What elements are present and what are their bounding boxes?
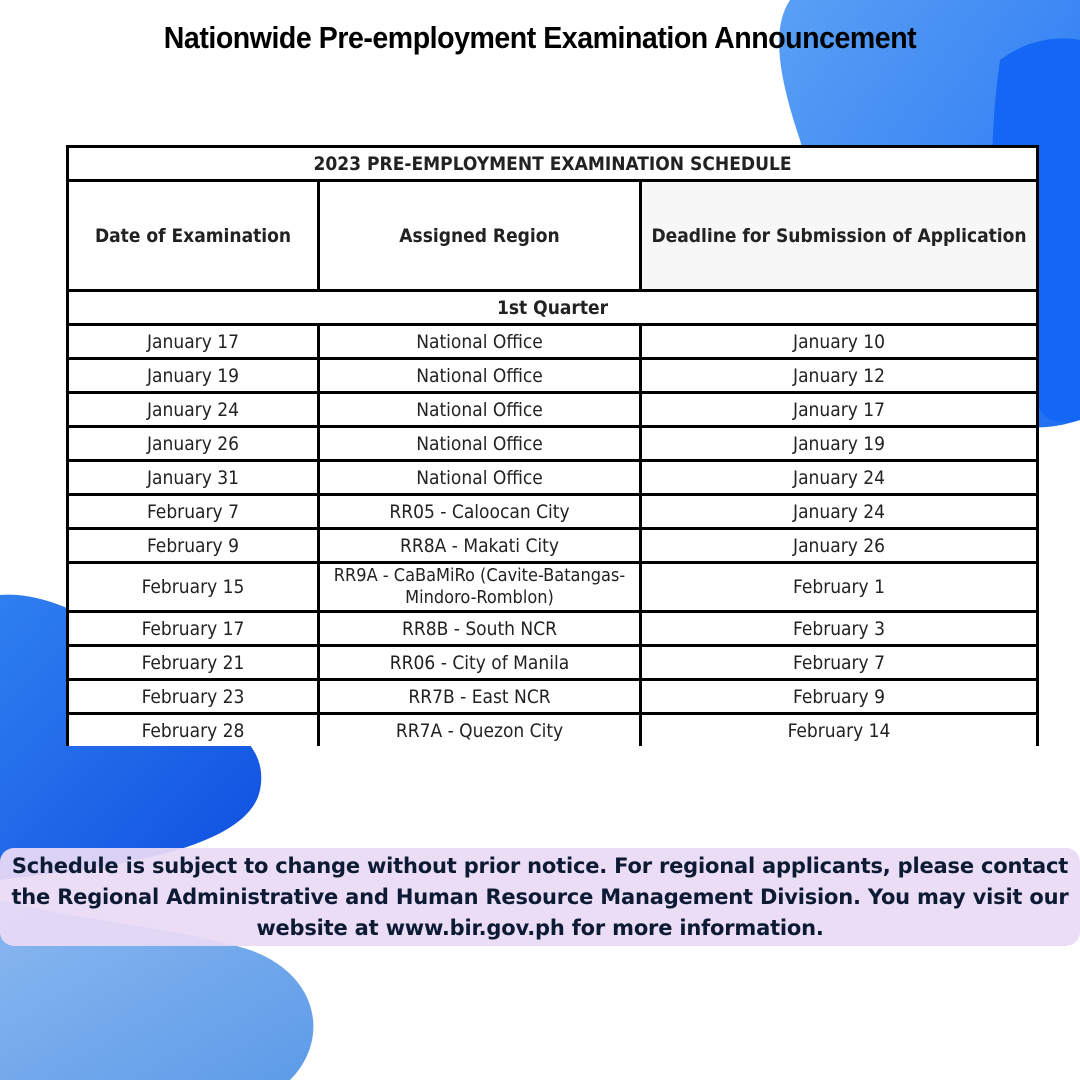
deadline-cell: January 10 [641, 325, 1038, 359]
deadline-cell: February 14 [641, 714, 1038, 747]
assigned-region-cell: National Office [319, 427, 641, 461]
exam-date-cell: February 17 [68, 612, 319, 646]
assigned-region-cell: RR7B - East NCR [319, 680, 641, 714]
assigned-region-cell: RR9A - CaBaMiRo (Cavite-Batangas-Mindoro-Romblon) [319, 563, 641, 612]
exam-date-cell: February 28 [68, 714, 319, 747]
table-row [68, 495, 1038, 529]
exam-date-cell: February 7 [68, 495, 319, 529]
exam-date-cell: February 21 [68, 646, 319, 680]
deadline-cell: February 9 [641, 680, 1038, 714]
assigned-region-cell: National Office [319, 461, 641, 495]
deadline-cell: January 26 [641, 529, 1038, 563]
assigned-region-cell: National Office [319, 359, 641, 393]
schedule-table [66, 145, 1039, 746]
column-header-region: Assigned Region [319, 181, 641, 291]
column-header-deadline: Deadline for Submission of Application [641, 181, 1038, 291]
deadline-cell: January 17 [641, 393, 1038, 427]
exam-date-cell: January 17 [68, 325, 319, 359]
exam-date-cell: February 23 [68, 680, 319, 714]
assigned-region-cell: National Office [319, 325, 641, 359]
exam-date-cell: January 19 [68, 359, 319, 393]
deadline-cell: January 12 [641, 359, 1038, 393]
assigned-region-cell: RR8A - Makati City [319, 529, 641, 563]
deadline-cell: January 24 [641, 461, 1038, 495]
table-row [68, 646, 1038, 680]
quarter-label: 1st Quarter [68, 291, 1038, 325]
notice-text: Schedule is subject to change without prior notice. For regional applicants, please contact the Regional Administrative and Human Resource Management Division. You may visit our website at www.bir.gov.ph for more information. [11, 853, 1069, 940]
assigned-region-cell: RR8B - South NCR [319, 612, 641, 646]
schedule-table-container [66, 145, 1036, 746]
table-caption: 2023 PRE-EMPLOYMENT EXAMINATION SCHEDULE [68, 147, 1038, 181]
deadline-cell: February 3 [641, 612, 1038, 646]
exam-date-cell: February 15 [68, 563, 319, 612]
table-row [68, 427, 1038, 461]
table-row [68, 714, 1038, 747]
assigned-region-cell: RR06 - City of Manila [319, 646, 641, 680]
table-row [68, 563, 1038, 612]
exam-date-cell: January 24 [68, 393, 319, 427]
schedule-rows [68, 325, 1038, 747]
column-header-date: Date of Examination [68, 181, 319, 291]
deadline-cell: February 7 [641, 646, 1038, 680]
table-row [68, 612, 1038, 646]
deadline-cell: January 19 [641, 427, 1038, 461]
table-row [68, 393, 1038, 427]
page-title: Nationwide Pre-employment Examination Announcement [163, 20, 917, 55]
table-row [68, 359, 1038, 393]
assigned-region-cell: RR05 - Caloocan City [319, 495, 641, 529]
notice-banner [0, 848, 1080, 946]
assigned-region-cell: RR7A - Quezon City [319, 714, 641, 747]
exam-date-cell: January 31 [68, 461, 319, 495]
table-row [68, 680, 1038, 714]
deadline-cell: February 1 [641, 563, 1038, 612]
assigned-region-cell: National Office [319, 393, 641, 427]
table-row [68, 461, 1038, 495]
deadline-cell: January 24 [641, 495, 1038, 529]
table-row [68, 529, 1038, 563]
table-row [68, 325, 1038, 359]
exam-date-cell: January 26 [68, 427, 319, 461]
exam-date-cell: February 9 [68, 529, 319, 563]
